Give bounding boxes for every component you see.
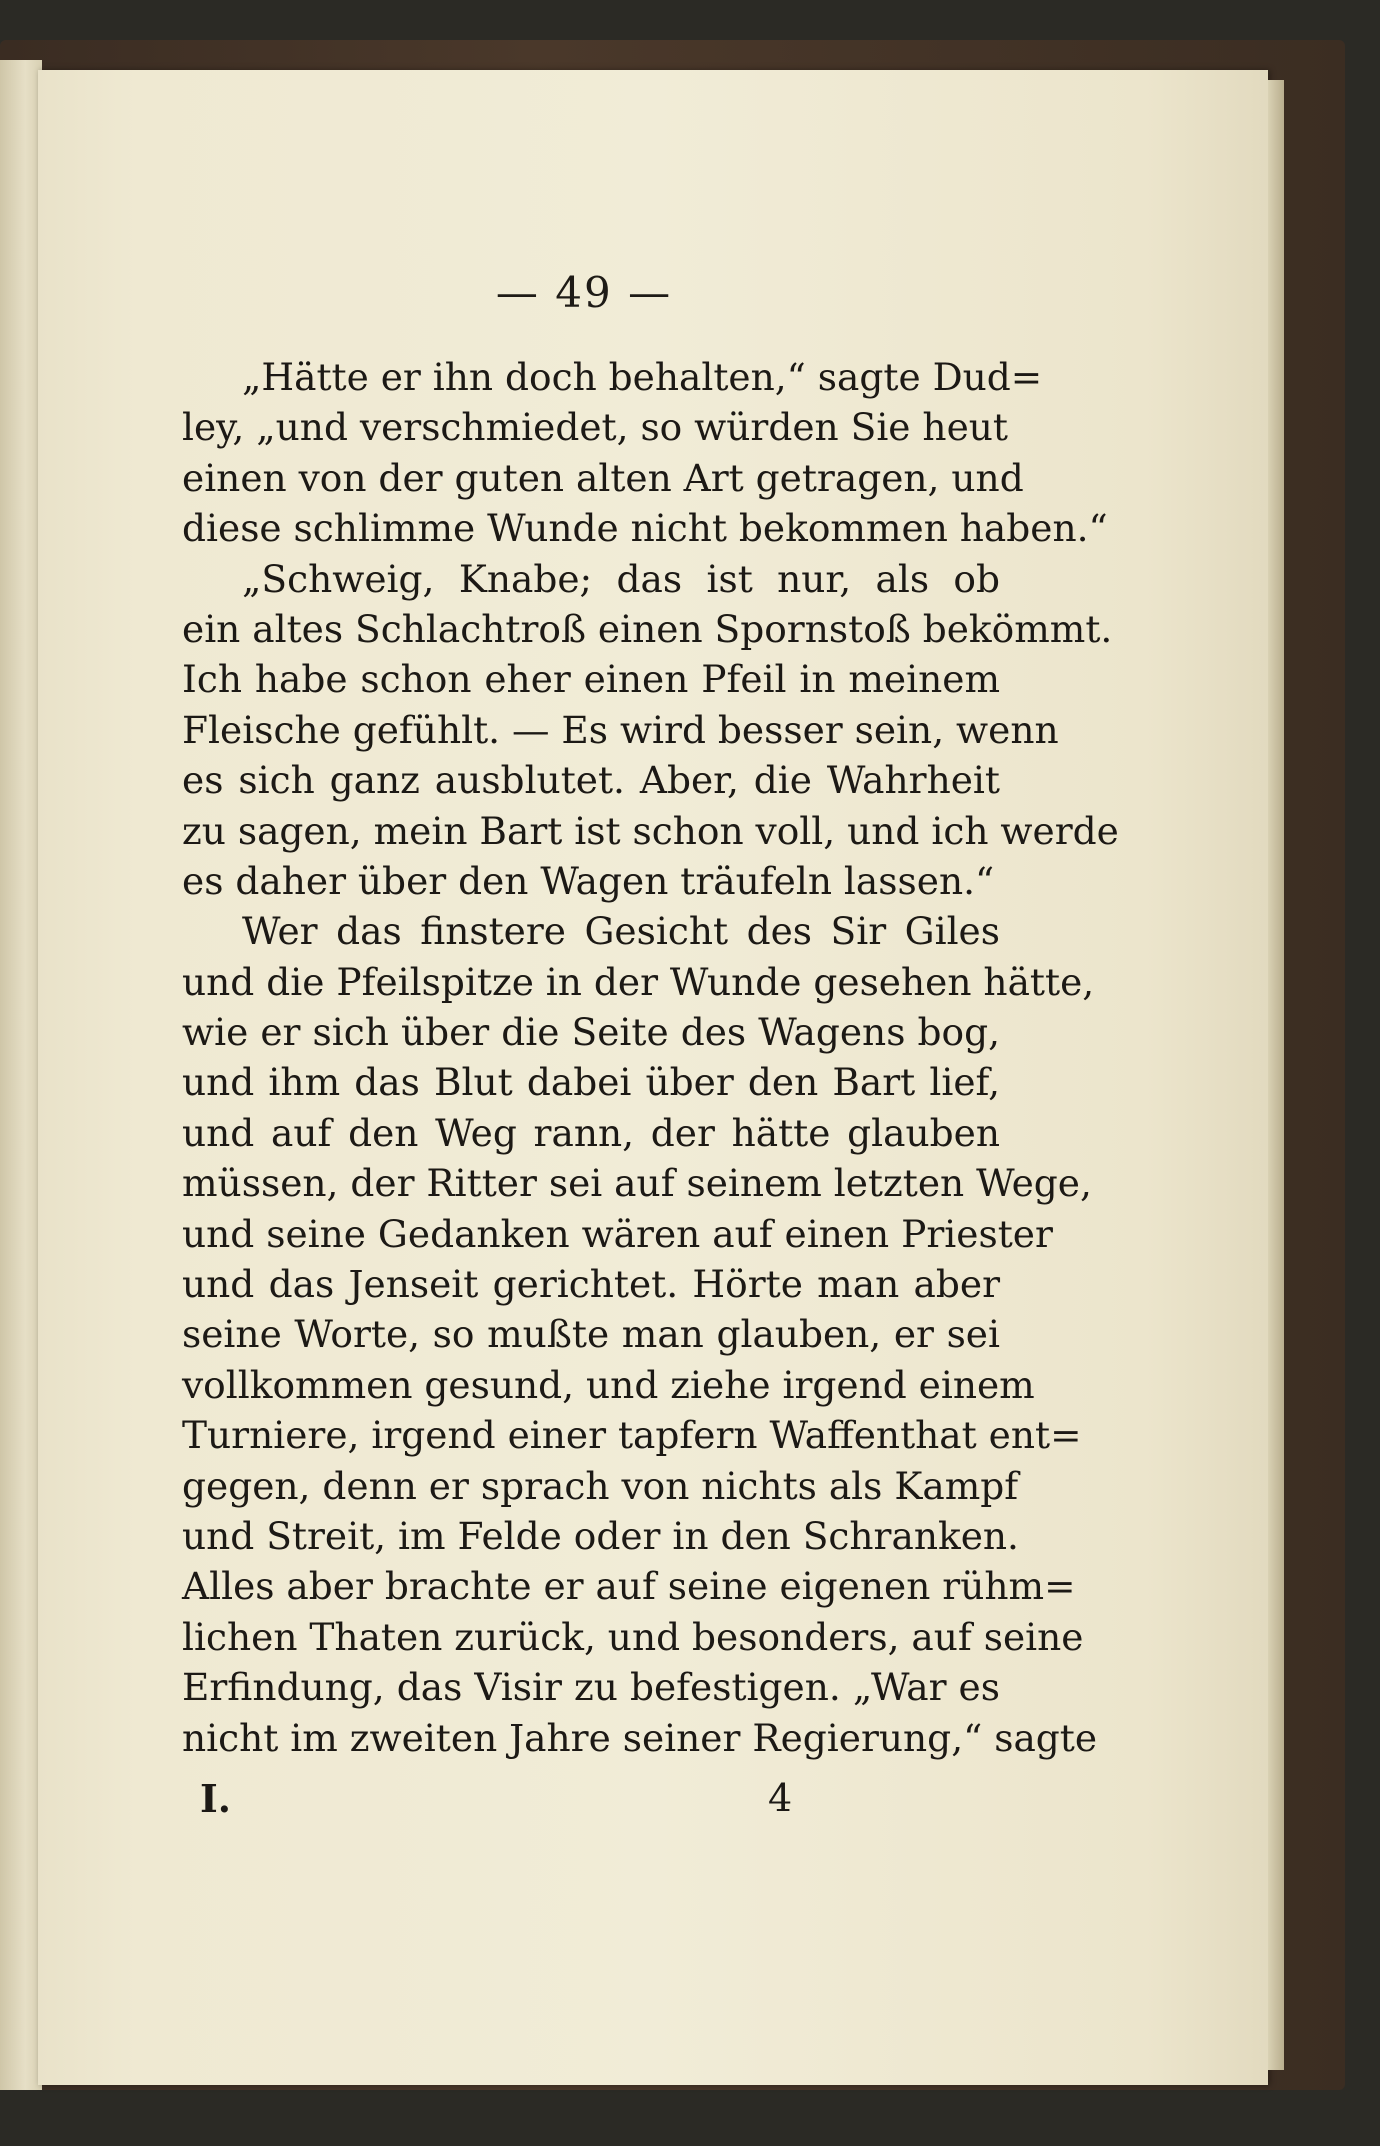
text-line: ein altes Schlachtroß einen Spornstoß bekömmt. <box>182 606 1113 651</box>
text-line: gegen, denn er sprach von nichts als Kampf <box>182 1463 1019 1508</box>
text-line: und auf den Weg rann, der hätte glauben <box>182 1110 1000 1155</box>
text-line: Fleische gefühlt. — Es wird besser sein, wenn <box>182 707 1059 752</box>
page-block-edge <box>1268 80 1284 2070</box>
sheet-signature: 4 <box>768 1776 793 1820</box>
text-line: Alles aber brachte er auf seine eigenen rühm= <box>182 1564 1076 1609</box>
text-line: wie er sich über die Seite des Wagens bog, <box>182 1010 1000 1055</box>
text-line: seine Worte, so mußte man glauben, er sei <box>182 1312 1000 1357</box>
text-line: und Streit, im Felde oder in den Schranken. <box>182 1513 1019 1558</box>
text-line: müssen, der Ritter sei auf seinem letzten Wege, <box>182 1161 1092 1206</box>
volume-signature: I. <box>200 1776 232 1821</box>
text-line: „Hätte er ihn doch behalten,“ sagte Dud= <box>242 355 1043 399</box>
text-line: nicht im zweiten Jahre seiner Regierung,“ sagte <box>182 1715 1098 1760</box>
text-line: zu sagen, mein Bart ist schon voll, und ich werde <box>182 808 1119 853</box>
body-text <box>182 352 1119 1763</box>
text-line: es sich ganz ausblutet. Aber, die Wahrheit <box>182 758 1000 803</box>
text-line: und die Pfeilspitze in der Wunde gesehen hätte, <box>182 959 1095 1004</box>
text-line: Erfindung, das Visir zu befestigen. „War es <box>182 1665 1000 1710</box>
page-footer <box>200 1776 800 1826</box>
text-line: und das Jenseit gerichtet. Hörte man aber <box>182 1262 1000 1307</box>
page-number: — 49 — <box>495 268 673 317</box>
text-line: lichen Thaten zurück, und besonders, auf seine <box>182 1614 1084 1659</box>
text-line: diese schlimme Wunde nicht bekommen haben.“ <box>182 506 1108 551</box>
text-line: „Schweig, Knabe; das ist nur, als ob <box>242 556 1000 601</box>
previous-page-edge <box>0 60 42 2090</box>
text-line: ley, „und verschmiedet, so würden Sie heut <box>182 405 1008 450</box>
text-line: vollkommen gesund, und ziehe irgend einem <box>182 1362 1035 1407</box>
text-line: Ich habe schon eher einen Pfeil in meinem <box>182 657 1000 702</box>
text-line: es daher über den Wagen träufeln lassen.“ <box>182 858 995 903</box>
text-line: und seine Gedanken wären auf einen Priester <box>182 1211 1053 1256</box>
text-line: Wer das finstere Gesicht des Sir Giles <box>242 909 1000 954</box>
text-line: einen von der guten alten Art getragen, und <box>182 455 1024 500</box>
text-line: und ihm das Blut dabei über den Bart lief, <box>182 1060 1000 1105</box>
text-line: Turniere, irgend einer tapfern Waffenthat ent= <box>182 1413 1082 1458</box>
